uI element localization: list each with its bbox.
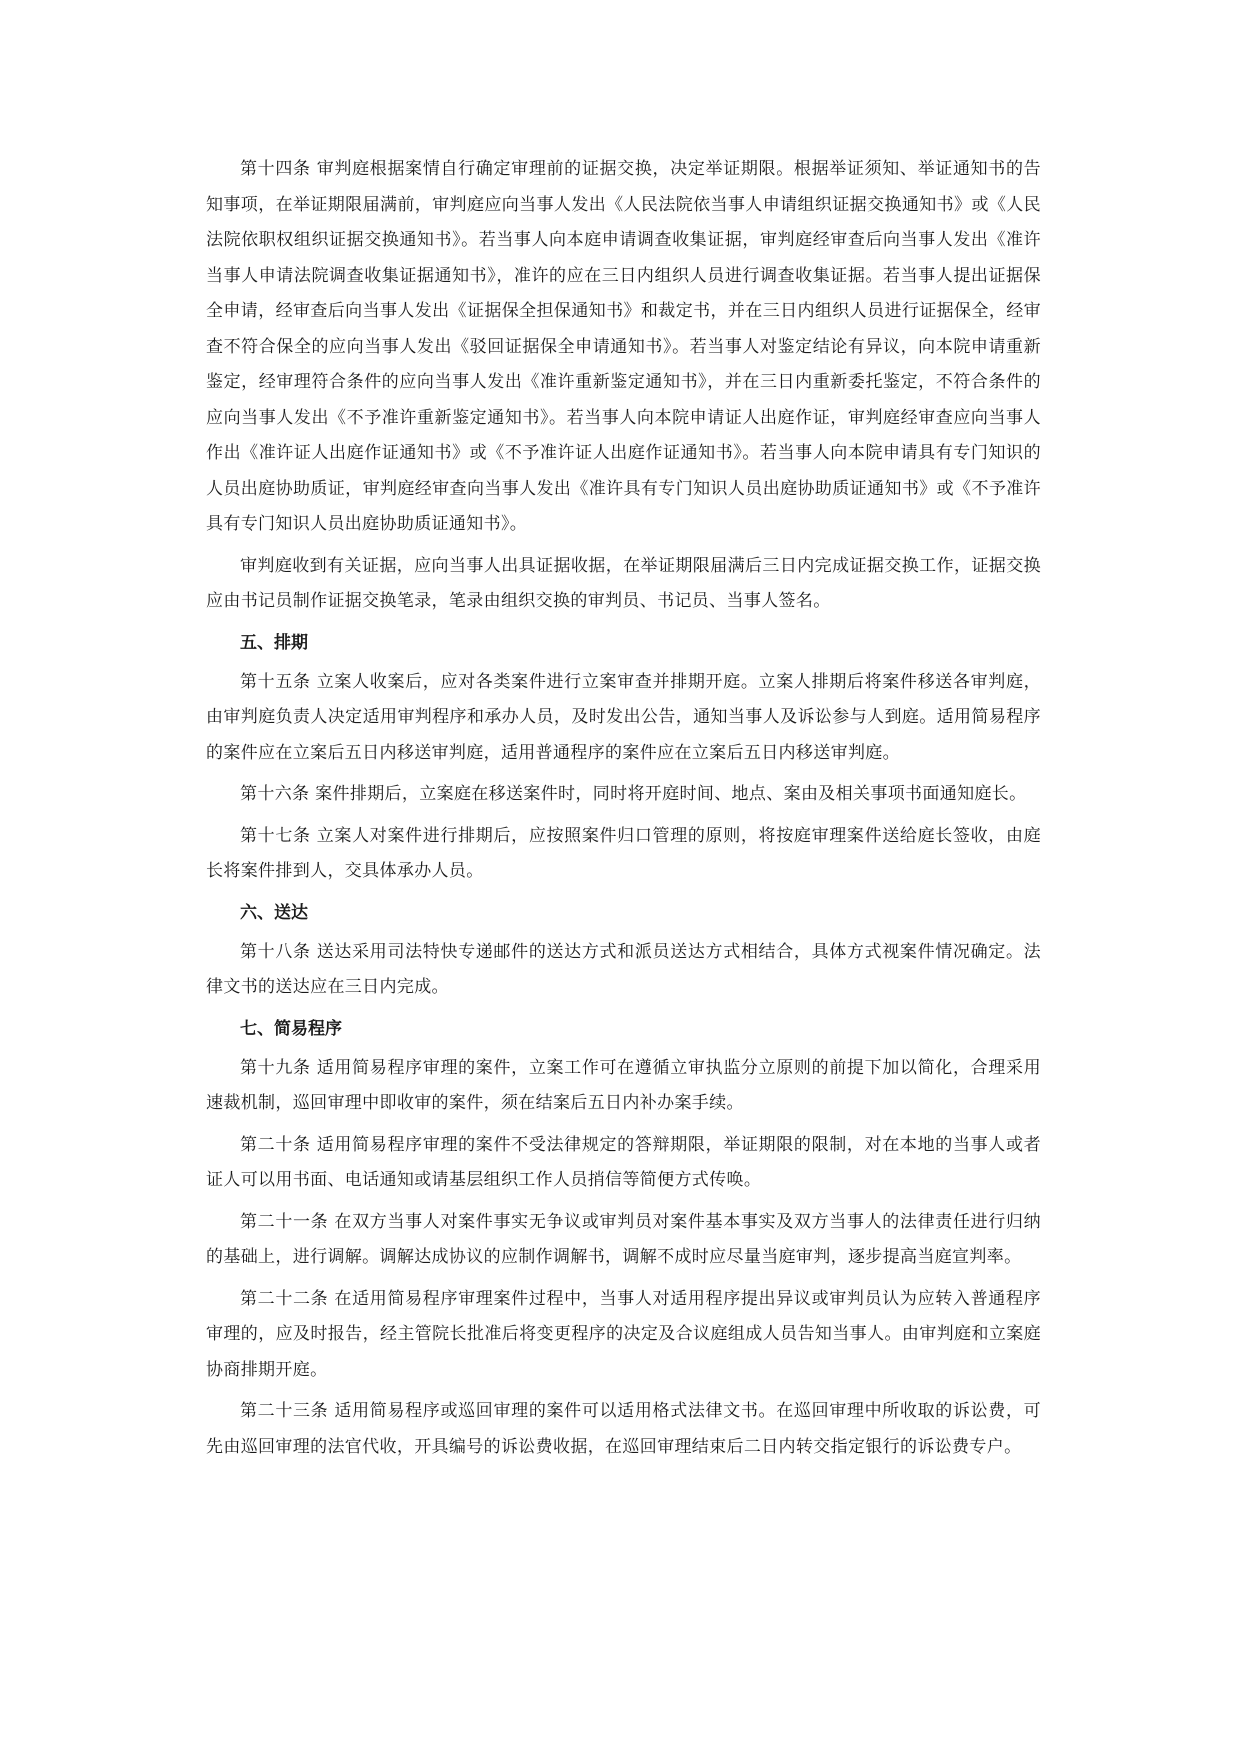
paragraph-article-21: 第二十一条 在双方当事人对案件事实无争议或审判员对案件基本事实及双方当事人的法律责任进行归纳的基础上，进行调解。调解达成协议的应制作调解书，调解不成时应尽量当庭审判，逐步提高当庭宣判率。: [206, 1211, 1041, 1267]
section-heading-summary-procedure: 七、简易程序: [240, 1018, 342, 1039]
section-heading-scheduling: 五、排期: [240, 632, 308, 653]
paragraph-evidence-receipt: 审判庭收到有关证据，应向当事人出具证据收据，在举证期限届满后三日内完成证据交换工作，证据交换应由书记员制作证据交换笔录，笔录由组织交换的审判员、书记员、当事人签名。: [206, 555, 1041, 611]
document-page: [206, 152, 1041, 1471]
paragraph-article-22: 第二十二条 在适用简易程序审理案件过程中，当事人对适用程序提出异议或审判员认为应转入普通程序审理的，应及时报告，经主管院长批准后将变更程序的决定及合议庭组成人员告知当事人。由审判庭和立案庭协商排期开庭。: [206, 1288, 1041, 1380]
paragraph-article-23: 第二十三条 适用简易程序或巡回审理的案件可以适用格式法律文书。在巡回审理中所收取的诉讼费，可先由巡回审理的法官代收，开具编号的诉讼费收据，在巡回审理结束后二日内转交指定银行的诉讼费专户。: [206, 1401, 1041, 1457]
paragraph-article-16: 第十六条 案件排期后，立案庭在移送案件时，同时将开庭时间、地点、案由及相关事项书面通知庭长。: [240, 784, 1027, 804]
paragraph-article-18: 第十八条 送达采用司法特快专递邮件的送达方式和派员送达方式相结合，具体方式视案件情况确定。法律文书的送达应在三日内完成。: [206, 941, 1041, 997]
section-heading-service: 六、送达: [240, 902, 308, 923]
paragraph-article-19: 第十九条 适用简易程序审理的案件，立案工作可在遵循立审执监分立原则的前提下加以简化，合理采用速裁机制，巡回审理中即收审的案件，须在结案后五日内补办案手续。: [206, 1057, 1041, 1113]
paragraph-article-20: 第二十条 适用简易程序审理的案件不受法律规定的答辩期限，举证期限的限制，对在本地的当事人或者证人可以用书面、电话通知或请基层组织工作人员捎信等简便方式传唤。: [206, 1134, 1041, 1190]
paragraph-article-14: 第十四条 审判庭根据案情自行确定审理前的证据交换，决定举证期限。根据举证须知、举证通知书的告知事项，在举证期限届满前，审判庭应向当事人发出《人民法院依当事人申请组织证据交换通知书》或《人民法院依职权组织证据交换通知书》。若当事人向本庭申请调查收集证据，审判庭经审查后向当事人发出《准许当事人申请法院调查收集证据通知书》，准许的应在三日内组织人员进行调查收集证据。若当事人提出证据保全申请，经审查后向当事人发出《证据保全担保通知书》和裁定书，并在三日内组织人员进行证据保全，经审查不符合保全的应向当事人发出《驳回证据保全申请通知书》。若当事人对鉴定结论有异议，向本院申请重新鉴定，经审理符合条件的应向当事人发出《准许重新鉴定通知书》，并在三日内重新委托鉴定，不符合条件的应向当事人发出《不予准许重新鉴定通知书》。若当事人向本院申请证人出庭作证，审判庭经审查应向当事人作出《准许证人出庭作证通知书》或《不予准许证人出庭作证通知书》。若当事人向本院申请具有专门知识的人员出庭协助质证，审判庭经审查向当事人发出《准许具有专门知识人员出庭协助质证通知书》或《不予准许具有专门知识人员出庭协助质证通知书》。: [206, 159, 1041, 534]
paragraph-article-15: 第十五条 立案人收案后，应对各类案件进行立案审查并排期开庭。立案人排期后将案件移送各审判庭，由审判庭负责人决定适用审判程序和承办人员，及时发出公告，通知当事人及诉讼参与人到庭。适用简易程序的案件应在立案后五日内移送审判庭，适用普通程序的案件应在立案后五日内移送审判庭。: [206, 671, 1041, 763]
paragraph-article-17: 第十七条 立案人对案件进行排期后，应按照案件归口管理的原则，将按庭审理案件送给庭长签收，由庭长将案件排到人，交具体承办人员。: [206, 825, 1041, 881]
